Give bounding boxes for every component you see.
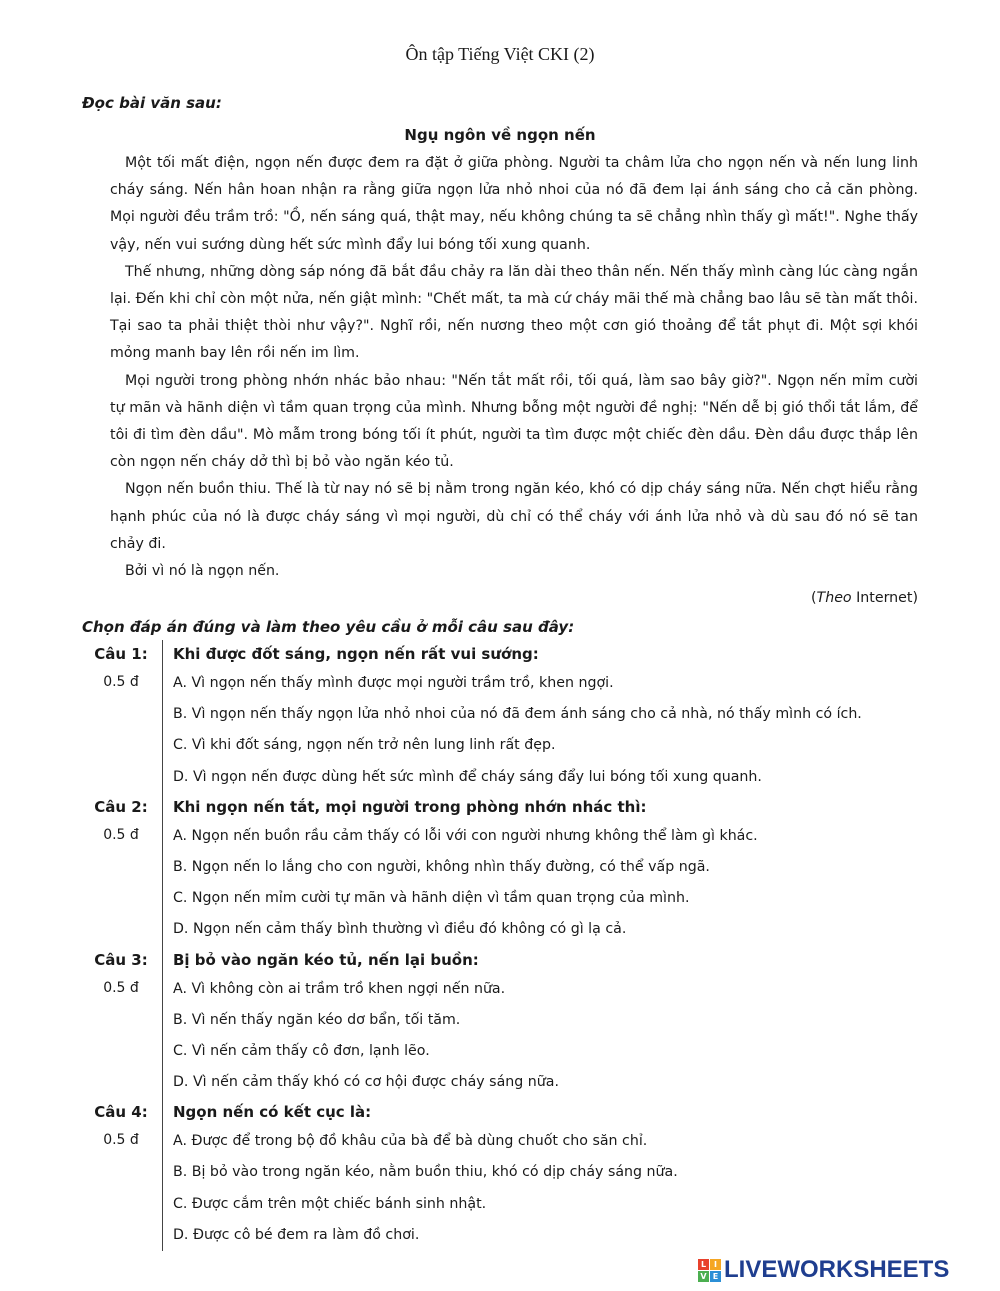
source-theo: Theo (816, 590, 852, 607)
questions-list (80, 640, 940, 1251)
logo-block: E (710, 1271, 721, 1282)
answer-option-a[interactable]: A. Vì ngọn nến thấy mình được mọi người trầm trồ, khen ngợi. (173, 675, 614, 691)
answer-option-c[interactable]: C. Ngọn nến mỉm cười tự mãn và hãnh diện vì tầm quan trọng của mình. (173, 890, 690, 907)
story-body (110, 150, 918, 612)
story-paragraph: Bởi vì nó là ngọn nến. (125, 563, 280, 580)
logo-block: L (698, 1259, 709, 1270)
question-number: Câu 4: (94, 1103, 148, 1122)
logo-blocks-icon (698, 1259, 721, 1282)
answer-option-d[interactable]: D. Ngọn nến cảm thấy bình thường vì điều đó không có gì lạ cả. (173, 921, 627, 938)
question-text: Bị bỏ vào ngăn kéo tủ, nến lại buồn: (173, 950, 479, 969)
question-number: Câu 1: (94, 645, 148, 663)
liveworksheets-logo (698, 1256, 949, 1284)
story-title: Ngụ ngôn về ngọn nến (404, 126, 596, 144)
question-1 (80, 640, 940, 793)
answer-option-b[interactable]: B. Bị bỏ vào trong ngăn kéo, nằm buồn thiu, khó có dịp cháy sáng nữa. (173, 1164, 678, 1181)
page-title: Ôn tập Tiếng Việt CKI (2) (405, 44, 595, 64)
question-number: Câu 2: (94, 797, 148, 816)
question-text: Ngọn nến có kết cục là: (173, 1103, 372, 1122)
question-points: 0.5 đ (103, 826, 139, 843)
answer-option-a[interactable]: A. Ngọn nến buồn rầu cảm thấy có lỗi với con người nhưng không thể làm gì khác. (173, 827, 758, 844)
read-instruction: Đọc bài văn sau: (82, 94, 222, 112)
answer-option-a[interactable]: A. Được để trong bộ đồ khâu của bà để bà dùng chuốt cho săn chỉ. (173, 1133, 648, 1150)
logo-text: LIVEWORKSHEETS (724, 1256, 950, 1283)
story-paragraph: Thế nhưng, những dòng sáp nóng đã bắt đầu chảy ra lăn dài theo thân nến. Nến thấy mình càng lúc càng ngắn lại. Đến khi chỉ còn một nửa, nến giật mình: "Chết mất, ta mà cứ cháy mãi thế mà chẳng bao lâu sẽ tàn mất thôi. Tại sao ta phải thiệt thòi như vậy?". Nghĩ rồi, nến nương theo một cơn gió thoảng để tắt phụt đi. Một sợi khói mỏng manh bay lên rồi nến im lìm. (110, 263, 918, 362)
answer-option-d[interactable]: D. Vì nến cảm thấy khó có cơ hội được cháy sáng nữa. (173, 1074, 559, 1091)
answer-option-b[interactable]: B. Ngọn nến lo lắng cho con người, không nhìn thấy đường, có thể vấp ngã. (173, 858, 710, 875)
question-2 (80, 793, 940, 946)
answer-option-a[interactable]: A. Vì không còn ai trầm trồ khen ngợi nến nữa. (173, 980, 506, 997)
logo-block: I (710, 1259, 721, 1270)
question-text: Khi được đốt sáng, ngọn nến rất vui sướng: (173, 645, 539, 663)
question-points: 0.5 đ (103, 674, 139, 690)
question-number: Câu 3: (94, 950, 148, 969)
answer-option-d[interactable]: D. Được cô bé đem ra làm đồ chơi. (173, 1226, 420, 1243)
story-paragraph: Mọi người trong phòng nhớn nhác bảo nhau: "Nến tắt mất rồi, tối quá, làm sao bây giờ?". Ngọn nến mỉm cười tự mãn và hãnh diện vì tầm quan trọng của mình. Nhưng bỗng một người đề nghị: "Nến dễ bị gió thổi tắt lắm, để tôi đi tìm đèn dầu". Mò mẫm trong bóng tối ít phút, người ta tìm được một chiếc đèn dầu. Đèn dầu được thắp lên còn ngọn nến cháy dở thì bị bỏ vào ngăn kéo tủ. (110, 372, 918, 471)
story-source: (Theo Internet) (810, 590, 918, 607)
question-points: 0.5 đ (103, 1132, 139, 1149)
question-3 (80, 946, 940, 1099)
question-points: 0.5 đ (103, 979, 139, 996)
choose-instruction: Chọn đáp án đúng và làm theo yêu cầu ở mỗi câu sau đây: (82, 618, 575, 636)
answer-option-d[interactable]: D. Vì ngọn nến được dùng hết sức mình để cháy sáng đẩy lui bóng tối xung quanh. (173, 768, 762, 785)
answer-option-c[interactable]: C. Được cắm trên một chiếc bánh sinh nhật. (173, 1195, 487, 1212)
question-text: Khi ngọn nến tắt, mọi người trong phòng nhớn nhác thì: (173, 797, 647, 816)
question-4 (80, 1098, 940, 1251)
story-paragraph: Ngọn nến buồn thiu. Thế là từ nay nó sẽ bị nằm trong ngăn kéo, khó có dịp cháy sáng nữa. Nến chợt hiểu rằng hạnh phúc của nó là được cháy sáng vì mọi người, dù chỉ có thể cháy với ánh lửa nhỏ và dù sau đó nó sẽ tan chảy đi. (110, 481, 918, 552)
answer-option-c[interactable]: C. Vì nến cảm thấy cô đơn, lạnh lẽo. (173, 1042, 430, 1059)
story-paragraph: Một tối mất điện, ngọn nến được đem ra đặt ở giữa phòng. Người ta châm lửa cho ngọn nến và nến lung linh cháy sáng. Nến hân hoan nhận ra rằng giữa ngọn lửa nhỏ nhoi của nó đã đem lại ánh sáng cho cả căn phòng. Mọi người đều trầm trồ: "Ồ, nến sáng quá, thật may, nếu không chúng ta sẽ chẳng nhìn thấy gì mất!". Nghe thấy vậy, nến vui sướng dùng hết sức mình đẩy lui bóng tối xung quanh. (110, 155, 918, 253)
answer-option-c[interactable]: C. Vì khi đốt sáng, ngọn nến trở nên lung linh rất đẹp. (173, 737, 556, 754)
logo-block: V (698, 1271, 709, 1282)
answer-option-b[interactable]: B. Vì nến thấy ngăn kéo dơ bẩn, tối tăm. (173, 1011, 461, 1028)
answer-option-b[interactable]: B. Vì ngọn nến thấy ngọn lửa nhỏ nhoi của nó đã đem ánh sáng cho cả nhà, nó thấy mình có ích. (173, 706, 862, 723)
